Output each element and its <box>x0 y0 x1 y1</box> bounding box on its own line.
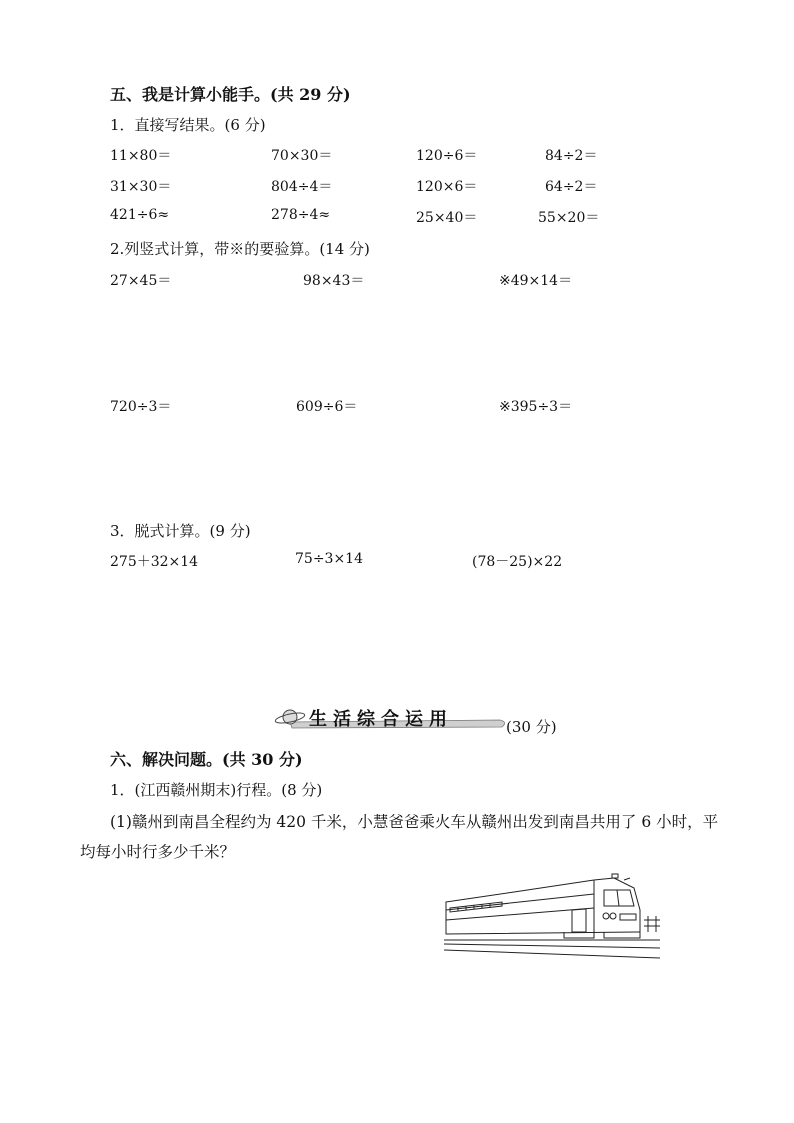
s6-q1-line2: 均每小时行多少千米？ <box>80 843 236 861</box>
q2-item: ※49×14＝ <box>499 273 573 289</box>
q1-item: 421÷6≈ <box>110 207 170 223</box>
q2-item: 27×45＝ <box>110 273 172 289</box>
q2-item: 609÷6＝ <box>296 399 358 415</box>
q1-item: 804÷4＝ <box>271 179 333 195</box>
banner-score: (30 分) <box>506 718 557 736</box>
train-illustration <box>444 870 662 962</box>
q3-item: (78－25)×22 <box>472 554 563 570</box>
s6-q1-title: 1．(江西赣州期末)行程。(8 分) <box>110 781 323 799</box>
section6-title: 六、解决问题。(共 30 分) <box>110 750 303 769</box>
q2-item: 720÷3＝ <box>110 399 172 415</box>
q2-item: ※395÷3＝ <box>499 399 573 415</box>
q2-title: 2.列竖式计算，带※的要验算。(14 分) <box>110 240 370 258</box>
q1-item: 55×20＝ <box>538 210 600 226</box>
s6-q1-line1: (1)赣州到南昌全程约为 420 千米，小慧爸爸乘火车从赣州出发到南昌共用了 6 小时，平 <box>110 813 719 831</box>
q1-item: 84÷2＝ <box>545 148 598 164</box>
q1-title: 1．直接写结果。(6 分) <box>110 116 266 134</box>
q1-item: 31×30＝ <box>110 179 172 195</box>
q1-item: 120÷6＝ <box>416 148 478 164</box>
q1-item: 120×6＝ <box>416 179 478 195</box>
q1-item: 64÷2＝ <box>545 179 598 195</box>
banner-title: 生活综合运用 <box>309 709 453 730</box>
q2-item: 98×43＝ <box>303 273 365 289</box>
q3-item: 75÷3×14 <box>295 551 363 567</box>
q3-item: 275＋32×14 <box>110 554 199 570</box>
q1-item: 70×30＝ <box>271 148 333 164</box>
section5-title: 五、我是计算小能手。(共 29 分) <box>110 85 351 104</box>
q3-title: 3．脱式计算。(9 分) <box>110 522 251 540</box>
q1-item: 25×40＝ <box>416 210 478 226</box>
q1-item: 278÷4≈ <box>271 207 331 223</box>
q1-item: 11×80＝ <box>110 148 172 164</box>
